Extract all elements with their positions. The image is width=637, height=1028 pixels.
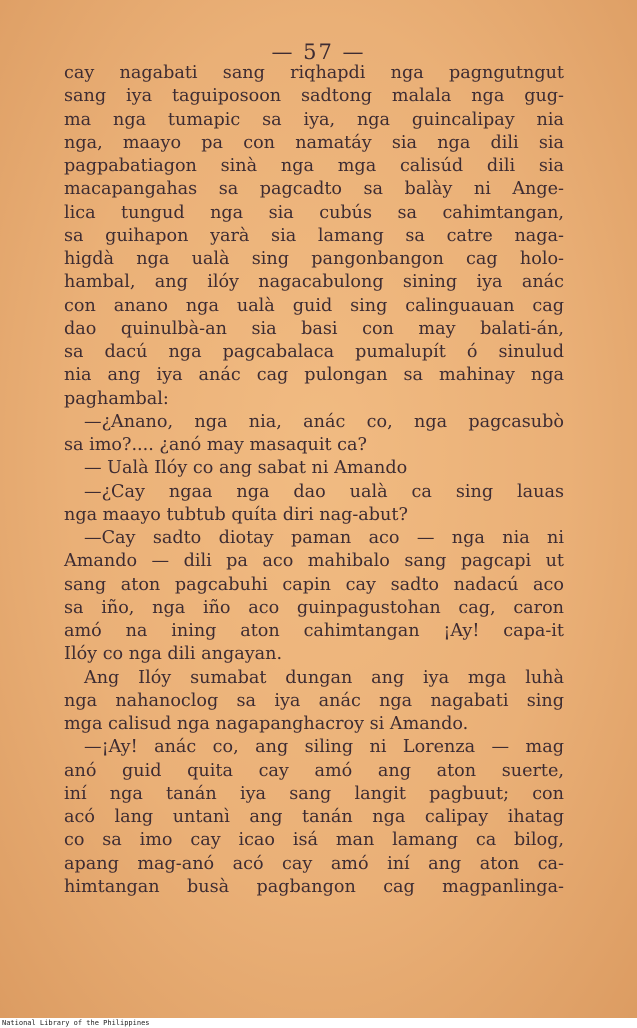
page-number: — 57 — — [271, 40, 366, 64]
text-line: nia ang iya anác cag pulongan sa mahinay nga — [64, 365, 564, 386]
text-line: sa iño, nga iño aco guinpagustohan cag, caron — [64, 597, 564, 618]
text-line: sa imo?.... ¿anó may masaquit ca? — [64, 435, 367, 455]
footer-credit: National Library of the Philippines — [0, 1018, 637, 1028]
text-line: sa dacú nga pagcabalaca pumalupít ó sinulud — [64, 342, 564, 362]
text-line: amó na ining aton cahimtangan ¡Ay! capa-it — [64, 621, 564, 641]
text-line: himtangan busà pagbangon cag magpanlinga- — [64, 876, 564, 897]
text-line: con anano nga ualà guid sing calinguauan cag — [64, 295, 564, 316]
text-line: acó lang untanì ang tanán nga calipay ihatag — [64, 807, 564, 827]
text-line: sa guihapon yarà sia lamang sa catre naga- — [64, 225, 564, 246]
text-line: ma nga tumapic sa iya, nga guincalipay nia — [64, 109, 564, 130]
text-line: Ilóy co nga dili angayan. — [64, 644, 283, 665]
text-line: sang aton pagcabuhi capin cay sadto nadacú aco — [64, 574, 564, 595]
text-line: dao quinulbà-an sia basi con may balati-án, — [64, 318, 564, 339]
text-line: —¡Ay! anác co, ang siling ni Lorenza — mag — [84, 737, 564, 758]
text-line: sang iya taguiposoon sadtong malala nga gug- — [64, 86, 564, 107]
text-line: macapangahas sa pagcadto sa balày ni Ange- — [64, 179, 564, 200]
text-line: Ang Ilóy sumabat dungan ang iya mga luhà — [84, 667, 564, 688]
text-line: apang mag-anó acó cay amó iní ang aton ca- — [64, 853, 564, 874]
text-line: co sa imo cay icao isá man lamang ca bilog, — [64, 830, 564, 851]
text-line: cay nagabati sang riqhapdi nga pagngutngut — [64, 63, 564, 83]
text-line: Amando — dili pa aco mahibalo sang pagcapi ut — [64, 551, 564, 572]
text-line: —¿Cay ngaa nga dao ualà ca sing lauas — [84, 481, 564, 502]
text-line: nga nahanoclog sa iya anác nga nagabati sing — [64, 690, 564, 711]
text-line: nga, maayo pa con namatáy sia nga dili sia — [64, 132, 564, 153]
text-line: —¿Anano, nga nia, anác co, nga pagcasubò — [84, 411, 564, 432]
text-line: hambal, ang ilóy nagacabulong sining iya anác — [64, 272, 564, 293]
text-line: iní nga tanán iya sang langit pagbuut; con — [64, 783, 564, 804]
text-line: higdà nga ualà sing pangonbangon cag holo- — [64, 249, 564, 269]
text-line: nga maayo tubtub quíta diri nag-abut? — [64, 504, 408, 525]
text-line: anó guid quita cay amó ang aton suerte, — [64, 760, 564, 781]
text-line: lica tungud nga sia cubús sa cahimtangan, — [64, 202, 564, 223]
text-line: paghambal: — [64, 388, 169, 409]
body-text — [64, 62, 564, 899]
text-line: pagpabatiagon sinà nga mga calisúd dili sia — [64, 156, 564, 176]
text-line: —Cay sadto diotay paman aco — nga nia ni — [84, 528, 564, 548]
text-line: — Ualà Ilóy co ang sabat ni Amando — [84, 458, 408, 479]
text-line: mga calisud nga nagapanghacroy si Amando. — [64, 714, 469, 734]
